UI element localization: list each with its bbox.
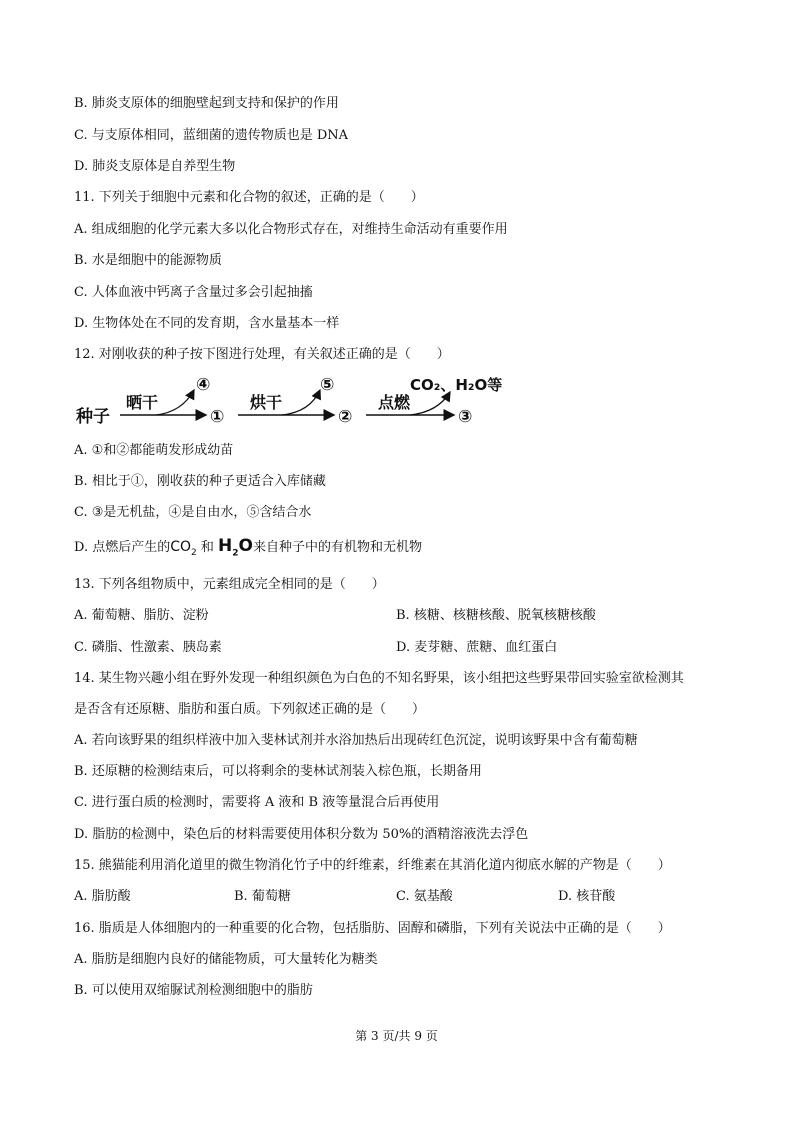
diagram-label-4: ④ [196,375,211,395]
q14-stem-line2: 是否含有还原糖、脂肪和蛋白质。下列叙述正确的是（ ） [74,702,426,717]
q16-stem: 16. 脂质是人体细胞内的一种重要的化合物，包括脂肪、固醇和磷脂，下列有关说法中正确的是（ ） [74,921,671,936]
q13-option-a: A. 葡萄糖、脂肪、淀粉 [74,608,209,623]
q11-option-b: B. 水是细胞中的能源物质 [74,253,222,268]
q10-option-c: C. 与支原体相同，蓝细菌的遗传物质也是 DNA [74,128,349,143]
q12-option-d-prefix: D. 点燃后产生的 [74,540,171,555]
q10-option-d: D. 肺炎支原体是自养型生物 [74,159,236,174]
q12-option-a: A. ①和②都能萌发形成幼苗 [74,443,234,458]
q14-option-c: C. 进行蛋白质的检测时，需要将 A 液和 B 液等量混合后再使用 [74,795,440,810]
q13-option-b: B. 核糖、核糖核酸、脱氧核糖核酸 [396,608,596,623]
h2o-formula-o: O [238,536,253,556]
diagram-branch-arrow-4 [156,390,194,415]
diagram-label-2: ② [338,407,353,427]
q13-option-c: C. 磷脂、性激素、胰岛素 [74,640,222,655]
q15-stem: 15. 熊猫能利用消化道里的微生物消化竹子中的纤维素，纤维素在其消化道内彻底水解的产物是（ ） [74,858,671,873]
q14-stem-line1: 14. 某生物兴趣小组在野外发现一种组织颜色为白色的不知名野果，该小组把这些野果带回实验室欲检测其 [74,671,684,686]
q12-option-c: C. ③是无机盐，④是自由水，⑤含结合水 [74,505,312,520]
diagram-seed-label: 种子 [76,407,110,427]
q12-stem: 12. 对刚收获的种子按下图进行处理，有关叙述正确的是（ ） [74,347,450,362]
q15-option-a: A. 脂肪酸 [74,889,131,904]
q11-option-d: D. 生物体处在不同的发育期，含水量基本一样 [74,316,340,331]
diagram-step2-label: 烘干 [250,393,283,412]
q15-option-d: D. 核苷酸 [558,889,616,904]
q14-option-d: D. 脂肪的检测中，染色后的材料需要使用体积分数为 50%的酒精溶液洗去浮色 [74,827,529,842]
diagram-branch-arrow-gas [410,392,450,415]
h2o-formula-h: H [218,536,233,556]
q11-option-a: A. 组成细胞的化学元素大多以化合物形式存在，对维持生命活动有重要作用 [74,222,508,237]
diagram-branch-arrow-5 [282,390,320,415]
q15-option-b: B. 葡萄糖 [234,889,291,904]
q11-option-c: C. 人体血液中钙离子含量过多会引起抽搐 [74,285,313,300]
co2-formula [170,539,197,558]
h2o-formula-subscript: 2 [232,548,239,559]
co2-formula-subscript: 2 [191,547,197,558]
co2-formula-base: CO [170,539,192,555]
q16-option-b: B. 可以使用双缩脲试剂检测细胞中的脂肪 [74,983,313,998]
q16-option-a: A. 脂肪是细胞内良好的储能物质，可大量转化为糖类 [74,952,378,967]
q12-option-b: B. 相比于①，刚收获的种子更适合入库储藏 [74,474,326,489]
q13-stem: 13. 下列各组物质中，元素组成完全相同的是（ ） [74,577,385,592]
q14-option-a: A. 若向该野果的组织样液中加入斐林试剂并水浴加热后出现砖红色沉淀，说明该野果中含有葡萄糖 [74,733,638,748]
diagram-label-3: ③ [458,407,473,427]
q12-option-d [74,538,422,561]
q11-stem: 11. 下列关于细胞中元素和化合物的叙述，正确的是（ ） [74,190,424,205]
seed-process-diagram [74,372,534,432]
diagram-step3-label: 点燃 [378,393,411,412]
q12-option-d-and: 和 [196,540,219,555]
page-number: 第 3 页/共 9 页 [355,1029,438,1043]
q13-option-d: D. 麦芽糖、蔗糖、血红蛋白 [396,640,558,655]
h2o-formula [218,536,253,559]
q12-option-d-suffix: 来自种子中的有机物和无机物 [252,540,422,555]
q15-option-c: C. 氨基酸 [396,889,453,904]
diagram-step1-label: 晒干 [126,393,159,412]
q10-option-b: B. 肺炎支原体的细胞壁起到支持和保护的作用 [74,96,339,111]
diagram-label-5: ⑤ [320,375,335,395]
diagram-gas-label: CO₂、H₂O等 [410,376,503,394]
q14-option-b: B. 还原糖的检测结束后，可以将剩余的斐林试剂装入棕色瓶，长期备用 [74,764,482,779]
diagram-label-1: ① [210,407,225,427]
